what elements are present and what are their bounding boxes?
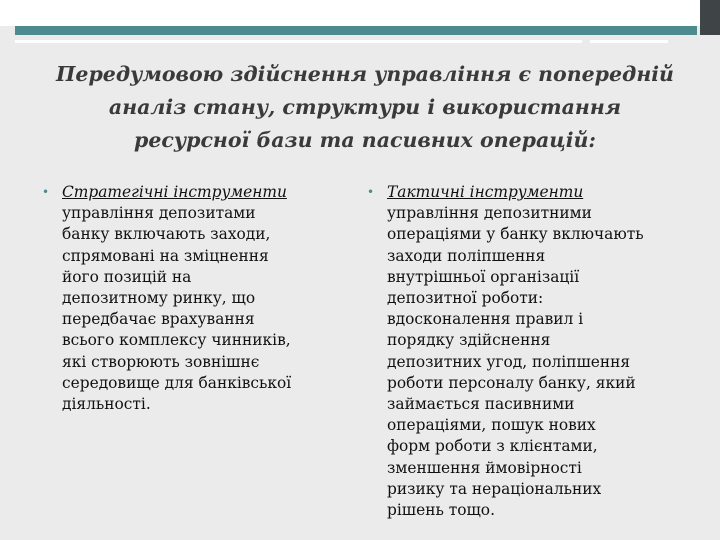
strategic-line-6: передбачає врахування (62, 310, 255, 329)
accent-bar (15, 26, 697, 35)
strategic-lead: Стратегічні інструменти (62, 183, 287, 201)
strategic-line-1: управління депозитами (62, 204, 256, 223)
tactical-lead: Тактичні інструменти (387, 183, 584, 201)
tactical-line-3: заходи поліпшення (387, 246, 546, 265)
title-line-1: Передумовою здійснення управління є попередній (56, 62, 674, 86)
tactical-line-7: порядку здійснення (387, 331, 551, 350)
tactical-line-15: рішень тощо. (387, 501, 495, 520)
strategic-line-7: всього комплексу чинників, (62, 331, 291, 350)
strategic-line-5: депозитному ринку, що (62, 289, 256, 308)
bullet-icon: • (42, 185, 50, 199)
tactical-line-4: внутрішньої організації (387, 267, 580, 286)
tactical-line-13: зменшення ймовірності (387, 458, 582, 477)
tactical-line-8: депозитних угод, поліпшення (387, 352, 631, 371)
tactical-line-14: ризику та нераціональних (387, 479, 602, 498)
strategic-line-3: спрямовані на зміцнення (62, 246, 269, 265)
strategic-line-8: які створюють зовнішнє (62, 352, 260, 371)
list-item-strategic (40, 182, 340, 415)
tactical-line-2: операціями у банку включають (387, 225, 644, 244)
title-line-2: аналіз стану, структури і використання (108, 95, 622, 119)
right-column (365, 182, 690, 521)
slide-title (40, 58, 690, 157)
accent-bar-corner (700, 26, 720, 35)
divider-line-left (15, 40, 582, 43)
strategic-line-2: банку включають заходи, (62, 225, 271, 244)
tactical-line-11: операціями, пошук нових (387, 416, 596, 435)
tactical-line-5: депозитної роботи: (387, 289, 544, 308)
bullet-icon: • (367, 185, 375, 199)
top-band (0, 0, 720, 26)
tactical-line-10: займається пасивними (387, 395, 575, 414)
left-column (40, 182, 340, 415)
tactical-line-6: вдосконалення правил і (387, 310, 584, 329)
divider-line-right (590, 40, 668, 43)
title-line-3: ресурсної бази та пасивних операцій: (133, 128, 596, 152)
tactical-line-12: форм роботи з клієнтами, (387, 437, 598, 456)
corner-decoration (700, 0, 720, 26)
strategic-line-10: діяльності. (62, 395, 151, 414)
tactical-line-9: роботи персоналу банку, який (387, 373, 636, 392)
list-item-tactical (365, 182, 690, 521)
strategic-line-4: його позицій на (62, 267, 192, 286)
tactical-line-1: управління депозитними (387, 204, 592, 223)
strategic-line-9: середовище для банківської (62, 373, 292, 392)
